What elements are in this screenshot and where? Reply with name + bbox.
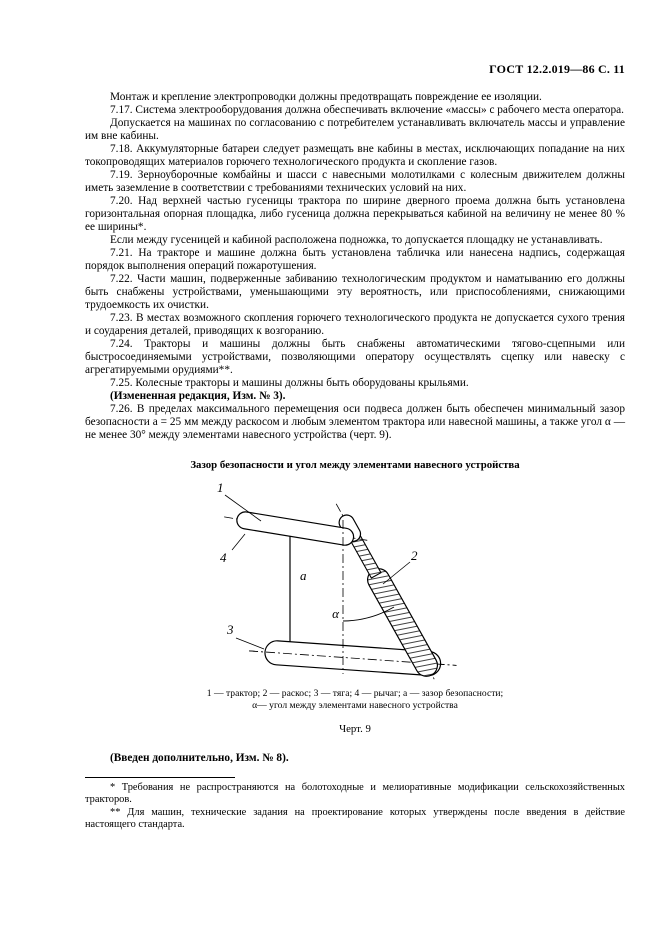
footnote-1: * Требования не распространяются на болотоходные и мелиоративные модификации сельскохозяйственных тракторов. [85,782,625,806]
label-3: 3 [227,622,234,637]
figure-number: Черт. 9 [339,723,371,735]
paragraph: Допускается на машинах по согласованию с потребителем устанавливать включатель массы и управление им вне кабины. [85,117,625,142]
paragraph: 7.23. В местах возможного скопления горючего технологического продукта не допускается сухого трения и соударения деталей, приводящих к возгоранию. [85,312,625,337]
lever [223,509,372,550]
paragraph: 7.22. Части машин, подверженные забиванию технологическим продуктом и наматыванию его должны быть снабжены устройствами, уменьшающими эту вероятность, или приспособлениями, снижающими трудоемкость их очистки. [85,273,625,311]
figure-diagram [85,476,625,688]
paragraph: 7.17. Система электрооборудования должна обеспечивать включение «массы» с рабочего места оператора. [110,104,624,116]
hitch-clearance-diagram [165,476,545,688]
document-body [85,91,625,832]
paragraph: 7.21. На тракторе и машине должна быть установлена табличка или нанесена надпись, содержащая порядок выполнения операций пожаротушения. [85,247,625,272]
label-4: 4 [220,550,227,565]
page-header: ГОСТ 12.2.019—86 С. 11 [489,62,625,76]
leader-4 [232,534,245,550]
label-angle: α [332,606,339,621]
paragraph-introduced-note: (Введен дополнительно, Изм. № 8). [110,752,289,764]
paragraph: 7.25. Колесные тракторы и машины должны быть оборудованы крыльями. [110,377,469,389]
paragraph: Если между гусеницей и кабиной расположена подножка, то допускается площадку не устанавливать. [110,234,603,246]
paragraph-amendment-note: (Измененная редакция, Изм. № 3). [110,390,286,402]
label-clearance: a [300,568,307,583]
figure-title: Зазор безопасности и угол между элементами навесного устройства [190,459,520,471]
leader-3 [236,638,264,649]
paragraph: 7.26. В пределах максимального перемещения оси подвеса должен быть обеспечен минимальный зазор безопасности а = 25 мм между раскосом и любым элементом трактора или навесной машины, а также угол α — не менее 30° между элементами навесного устройства (черт. 9). [85,403,625,441]
label-2: 2 [411,548,418,563]
figure-caption-line2: α— угол между элементами навесного устройства [252,699,458,711]
figure-caption-line1: 1 — трактор; 2 — раскос; 3 — тяга; 4 — рычаг; а — зазор безопасности; [206,688,504,699]
footnote-divider [85,777,235,778]
label-1: 1 [217,480,224,495]
paragraph: 7.19. Зерноуборочные комбайны и шасси с навесными молотилками с колесным движителем должны иметь заземление в соответствии с требованиями технических условий на них. [85,169,625,194]
paragraph: 7.24. Тракторы и машины должны быть снабжены автоматическими тягово-сцепными или быстросоединяемыми устройствами, позволяющими оператору осуществлять сцепку или навеску с агрегатируемыми орудиями**. [85,338,625,376]
paragraph: 7.18. Аккумуляторные батареи следует размещать вне кабины в местах, исключающих попадание на них токопроводящих материалов горючего технологического продукта и скопление газов. [85,143,625,168]
paragraph: 7.20. Над верхней частью гусеницы трактора по ширине дверного проема должна быть установлена горизонтальная опорная площадка, либо гусеница должна перекрываться кабиной на величину не менее 80 % ее ширины*. [85,195,625,233]
paragraph: Монтаж и крепление электропроводки должны предотвращать повреждение ее изоляции. [110,91,542,103]
footnote-2: ** Для машин, технические задания на проектирование которых утверждены после введения в действие настоящего стандарта. [85,806,625,831]
